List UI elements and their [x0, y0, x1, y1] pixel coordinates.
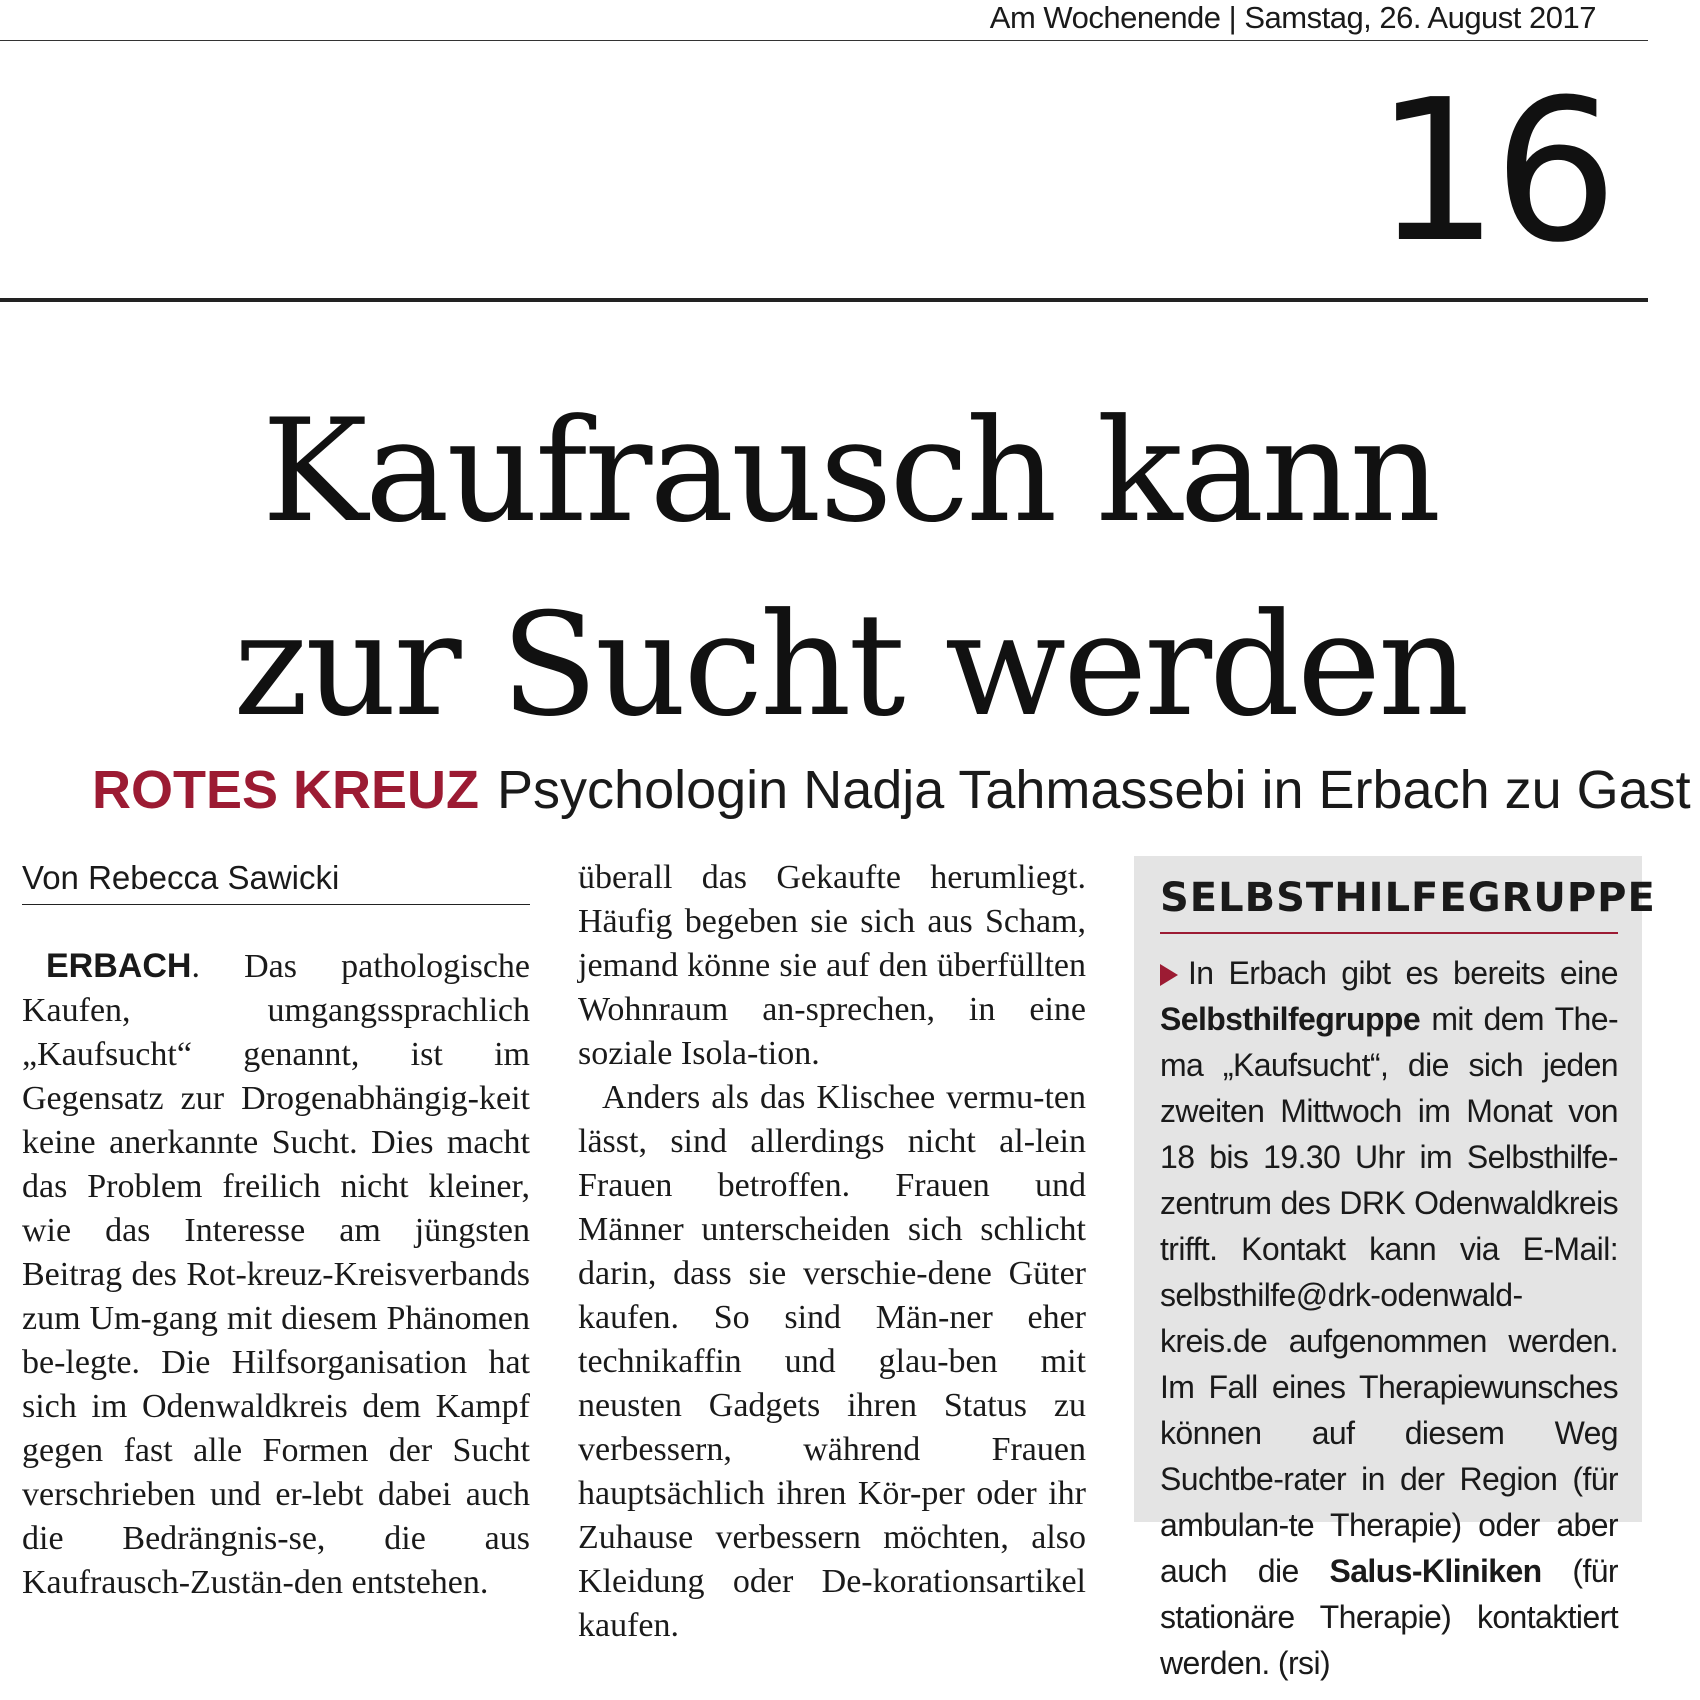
article-paragraph-continued: überall das Gekaufte herumliegt. Häufig begeben sie sich aus Scham, jemand könne sie auf den überfüllten Wohnraum an-sprechen, in eine soziale Isola-tion.	[578, 859, 1086, 1072]
article-column-1	[22, 944, 530, 1605]
article-text: . Das pathologische Kaufen, umgangssprachlich „Kaufsucht“ genannt, ist im Gegensatz zur Drogenabhängig-keit keine anerkannte Sucht. Dies macht das Problem freilich nicht kleiner, wie das Interesse am jüngsten Beitrag des Rot-kreuz-Kreisverbands zum Um-gang mit diesem Phänomen be-legte. Die Hilfsorganisation hat sich im Odenwaldkreis dem Kampf gegen fast alle Formen der Sucht verschrieben und er-lebt dabei auch die Bedrängnis-se, die aus Kaufrausch-Zustän-den entstehen.	[22, 948, 530, 1601]
info-text: In Erbach gibt es bereits eine	[1188, 955, 1618, 991]
subheadline: Psychologin Nadja Tahmassebi in Erbach zu Gast	[497, 760, 1691, 820]
header-separator: |	[1228, 0, 1245, 35]
page-number: 16	[1374, 58, 1612, 286]
info-box	[1134, 856, 1656, 1681]
headline-line-2: zur Sucht werden	[233, 583, 1467, 748]
header-bar	[0, 0, 1648, 41]
header-divider	[0, 298, 1648, 302]
article-paragraph: Anders als das Klischee vermu-ten lässt, sind allerdings nicht al-lein Frauen betroffen. Frauen und Männer unterscheiden sich schlicht darin, dass sie verschie-dene Güter kaufen. So sind Män-ner eher technikaffin und glau-ben mit neusten Gadgets ihren Status zu verbessern, während Frauen hauptsächlich ihren Kör-per oder ihr Zuhause verbessern möchten, also Kleidung oder De-korationsartikel kaufen.	[578, 1079, 1086, 1644]
date-label: Samstag, 26. August 2017	[1244, 0, 1596, 35]
kicker: ROTES KREUZ	[92, 760, 480, 820]
headline	[0, 375, 1700, 763]
header-edition-date	[990, 0, 1596, 36]
location-tag: ERBACH	[46, 947, 192, 985]
headline-line-1: Kaufrausch kann	[261, 389, 1439, 554]
edition-label: Am Wochenende	[989, 0, 1221, 35]
info-box-body	[1160, 950, 1618, 1686]
byline: Von Rebecca Sawicki	[22, 858, 530, 905]
info-bold-term: Selbsthilfegruppe	[1160, 1001, 1421, 1037]
article-paragraph	[22, 944, 530, 1605]
article-column-2	[578, 856, 1086, 1648]
info-bold-term: Salus-Kliniken	[1329, 1553, 1542, 1589]
subheadline-row	[92, 758, 1691, 822]
info-text: mit dem The-ma „Kaufsucht“, die sich jeden zweiten Mittwoch im Monat von 18 bis 19.30 Uhr im Selbsthilfe-zentrum des DRK Odenwaldkreis trifft. Kontakt kann via E-Mail: selbsthilfe@drk-odenwald-kreis.de aufgenommen werden. Im Fall eines Therapiewunsches können auf diesem Weg Suchtbe-rater in der Region (für ambulan-te Therapie) oder aber auch die	[1160, 1001, 1618, 1589]
triangle-right-icon	[1160, 964, 1178, 986]
info-text: (für stationäre Therapie) kontaktiert werden. (rsi)	[1160, 1553, 1618, 1681]
info-box-title: SELBSTHILFEGRUPPE	[1160, 870, 1618, 934]
